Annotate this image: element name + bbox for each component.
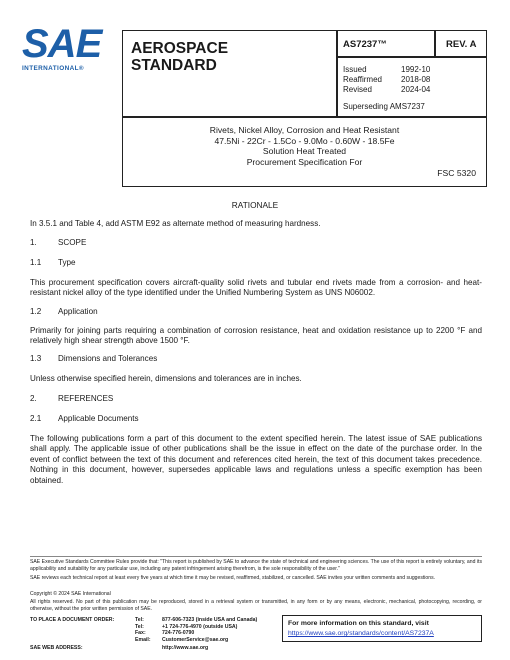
- standard-link[interactable]: https://www.sae.org/standards/content/AS7237A: [288, 630, 434, 637]
- more-info-box: [282, 615, 482, 642]
- standard-type-box: [122, 30, 337, 117]
- standard-type-title: AEROSPACE STANDARD: [131, 40, 229, 74]
- fsc-code: FSC 5320: [437, 168, 476, 178]
- subtitle-box: [122, 117, 487, 187]
- section-2-heading: 2. REFERENCES: [30, 394, 114, 403]
- section-2-1-text: The following publications form a part of this document to the extent specified herein. The latest issue of SAE publications shall apply. The applicable issue of other publications shall be the issue in effect on the date of the purchase order. In the event of conflict between the text of this document and references cited herein, the text of this document takes precedence. Nothing in this document, however, supersedes applicable laws and regulations unless a specific exemption has been obtained.: [30, 434, 482, 485]
- copyright: Copyright © 2024 SAE International: [30, 591, 111, 597]
- more-info-text: For more information on this standard, visit: [288, 620, 429, 627]
- phone-intl: +1 724-776-4970 (outside USA): [162, 623, 238, 630]
- revised-row: Revised 2024-04: [343, 85, 431, 94]
- section-1-heading: 1. SCOPE: [30, 238, 87, 247]
- section-1-3-heading: 1.3 Dimensions and Tolerances: [30, 354, 158, 363]
- web-label: SAE WEB ADDRESS:: [30, 645, 83, 651]
- section-1-2-heading: 1.2 Application: [30, 307, 98, 316]
- issued-row: Issued 1992-10: [343, 65, 431, 74]
- footer-divider: [30, 556, 482, 557]
- sae-logo: [22, 24, 108, 74]
- reaffirmed-row: Reaffirmed 2018-08: [343, 75, 431, 84]
- committee-rules-note: SAE Executive Standards Committee Rules provide that: "This report is published by SAE to advance the state of technical and engineering sciences. The use of this report is entirely voluntary, and its applicability and suitability for any particular use, including any patent infringement arising therefrom, is the sole responsibility of the user.": [30, 559, 482, 572]
- rationale-heading: RATIONALE: [231, 200, 279, 210]
- logo-subtitle: INTERNATIONAL®: [22, 65, 85, 72]
- web-link[interactable]: http://www.sae.org: [162, 645, 209, 651]
- section-1-1-text: This procurement specification covers aircraft-quality solid rivets and tubular end rivets made from a corrosion- and heat-resistant nickel alloy of the type identified under the Unified Numbering System as UNS N06002.: [30, 278, 482, 298]
- email-link[interactable]: CustomerService@sae.org: [162, 636, 229, 643]
- rights-note: All rights reserved. No part of this publication may be reproduced, stored in a retrieval system or transmitted, in any form or by any means, electronic, mechanical, photocopying, recording, or otherwise, without the prior written permission of SAE.: [30, 599, 482, 612]
- fax: 724-776-0790: [162, 630, 195, 637]
- superseding-note: Superseding AMS7237: [343, 102, 425, 111]
- order-label: TO PLACE A DOCUMENT ORDER:: [30, 617, 115, 623]
- revision-box: [435, 30, 487, 57]
- phone-usa: 877-606-7323 (inside USA and Canada): [162, 617, 258, 623]
- section-2-1-heading: 2.1 Applicable Documents: [30, 414, 139, 423]
- rationale-text: In 3.5.1 and Table 4, add ASTM E92 as alternate method of measuring hardness.: [30, 219, 321, 228]
- section-1-3-text: Unless otherwise specified herein, dimensions and tolerances are in inches.: [30, 374, 302, 383]
- revision: REV. A: [446, 39, 477, 50]
- section-1-2-text: Primarily for joining parts requiring a combination of corrosion resistance, heat and oxidation resistance up to 2200 °F and relatively high shear strength above 1500 °F.: [30, 326, 482, 346]
- dates-box: [337, 57, 487, 117]
- review-note: SAE reviews each technical report at least every five years at which time it may be revised, reaffirmed, stabilized, or cancelled. SAE invites your written comments and suggestions.: [30, 575, 436, 581]
- document-title: Rivets, Nickel Alloy, Corrosion and Heat Resistant 47.5Ni - 22Cr - 1.5Co - 9.0Mo - 0.60W - 18.5Fe Solution Heat Treated Procurement Specification For: [209, 125, 400, 167]
- section-1-1-heading: 1.1 Type: [30, 258, 76, 267]
- doc-number: AS7237™: [343, 39, 387, 50]
- logo-letters: SAE: [22, 22, 102, 66]
- doc-number-box: [337, 30, 435, 57]
